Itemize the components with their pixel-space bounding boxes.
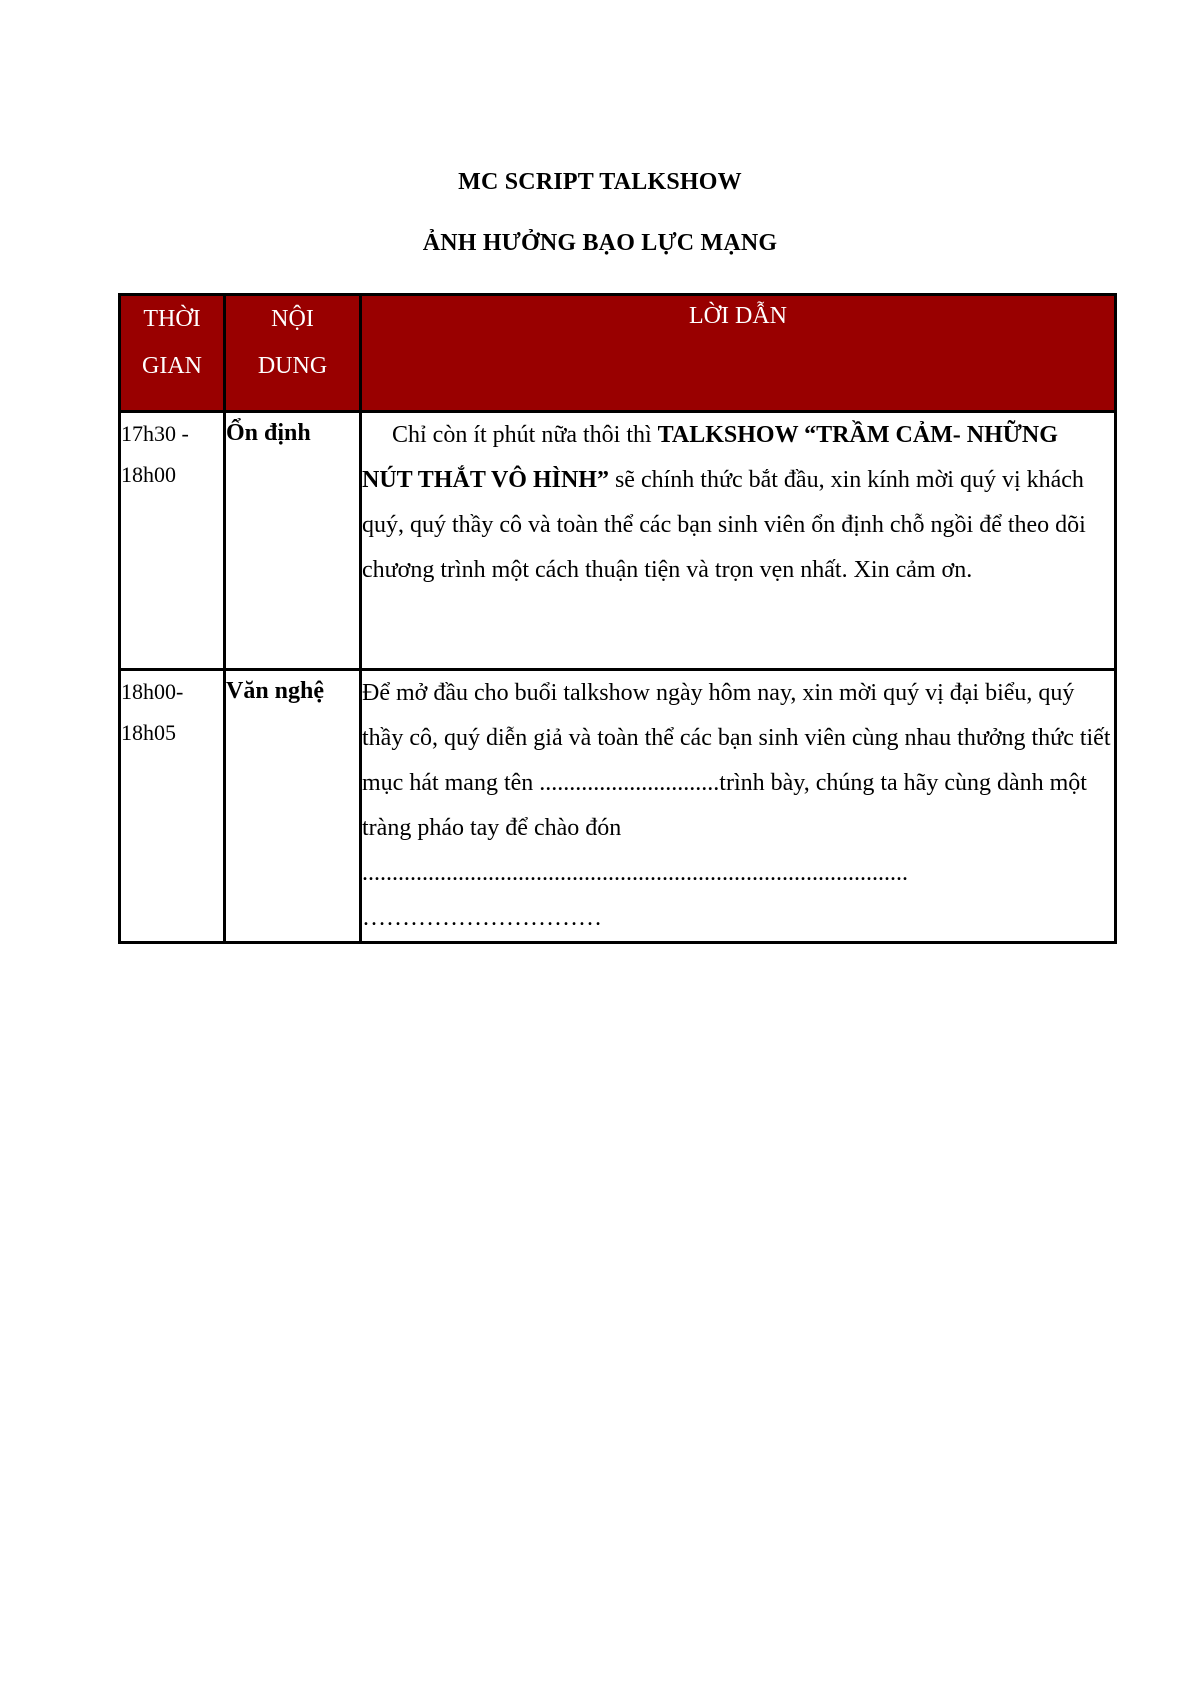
blank-dots-line: ........................................................................................... bbox=[362, 860, 908, 886]
row-time-end: 18h05 bbox=[121, 720, 176, 745]
row-time-start: 17h30 - bbox=[121, 421, 189, 446]
table-header-row bbox=[120, 295, 1116, 412]
document-subtitle: ẢNH HƯỞNG BẠO LỰC MẠNG bbox=[422, 230, 778, 256]
lead-text: Để mở đầu cho buổi talkshow ngày hôm nay, xin mời quý vị đại biểu, quý thầy cô, quý diễn giả và toàn thể các bạn sinh viên cùng nhau thưởng thức tiết mục hát mang tên ..............................trình bày, chúng ta hãy cùng dành một tràng pháo tay để chào đón bbox=[362, 680, 1111, 841]
header-lead-label: LỜI DẪN bbox=[689, 303, 787, 329]
row-time-cell bbox=[120, 412, 225, 670]
blank-dots-line: ………………………… bbox=[362, 905, 602, 931]
table-row bbox=[120, 412, 1116, 670]
header-time-line-1: THỜI bbox=[143, 306, 201, 332]
header-content bbox=[225, 295, 361, 412]
header-content-line-1: NỘI bbox=[271, 306, 314, 332]
lead-text-part-1: Chỉ còn ít phút nữa thôi thì bbox=[392, 422, 658, 448]
header-lead bbox=[361, 295, 1116, 412]
row-time-end: 18h00 bbox=[121, 462, 176, 487]
row-time-cell bbox=[120, 670, 225, 943]
header-time bbox=[120, 295, 225, 412]
table-row bbox=[120, 670, 1116, 943]
mc-script-table bbox=[118, 293, 1117, 944]
row-topic-cell: Văn nghệ bbox=[225, 670, 361, 943]
document-title: MC SCRIPT TALKSHOW bbox=[458, 169, 742, 195]
header-content-line-2: DUNG bbox=[257, 353, 328, 379]
row-lead-cell bbox=[361, 412, 1116, 670]
row-topic-cell: Ổn định bbox=[225, 412, 361, 670]
lead-text-part-2: sẽ chính thức bắt đầu, xin kính mời quý vị khách quý, quý thầy cô và toàn thể các bạn sinh viên ổn định chỗ ngồi để theo dõi chương trình một cách thuận tiện và trọn vẹn nhất. Xin cảm ơn. bbox=[362, 467, 1086, 583]
header-time-line-2: GIAN bbox=[142, 353, 202, 379]
row-time-start: 18h00- bbox=[121, 679, 184, 704]
row-lead-cell bbox=[361, 670, 1116, 943]
lead-text-bold: TALKSHOW “TRẦM CẢM- NHỮNG NÚT THẮT VÔ HÌNH” bbox=[362, 422, 1058, 493]
document-title-block bbox=[0, 168, 1200, 257]
